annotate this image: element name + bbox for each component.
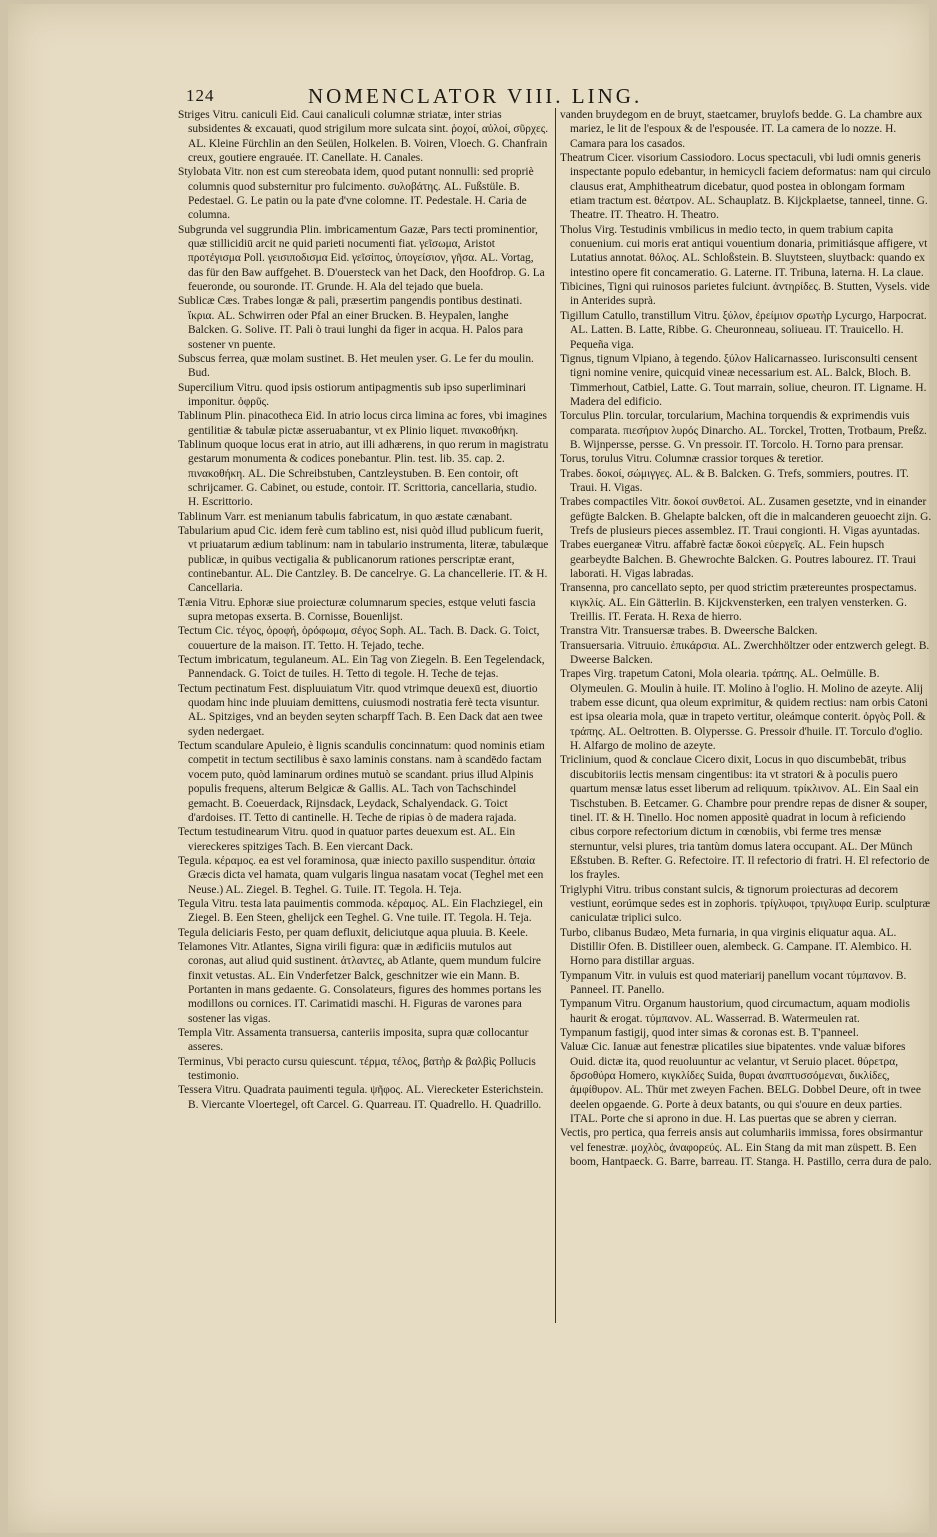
- dictionary-entry: Trabes. δοκοί, σώμιγγες. AL. & B. Balcken. G. Trefs, sommiers, poutres. IT. Traui. H. Vigas.: [560, 467, 909, 494]
- running-title: NOMENCLATOR VIII. LING.: [308, 84, 643, 108]
- dictionary-entry: Subscus ferrea, quæ molam sustinet. B. Het meulen yser. G. Le fer du moulin. Bud.: [178, 352, 534, 380]
- dictionary-entry: Subgrunda vel suggrundia Plin. imbricamentum Gazæ, Pars tecti prominentior, quæ stillicidiū arcit ne quid parieti nocumenti fiat. γεῖσωμα, Aristot προτέγισμα Poll. γεισιποδισμα Eid. γεῖσίπος, ὑπογείσιον, γῆσα. AL. Vortag, das für den Baw auffgehet. B. D'ouersteck van het Dack, den Hoofdrop. G. La feueronde, ou souronde. IT. Grunde. H. Ala del tejado que buela.: [178, 223, 545, 294]
- dictionary-entry: Tegula. κέραμος. ea est vel foraminosa, quæ iniecto paxillo suspenditur. ὀπαία Græcis dicta vel hamata, quam vulgaris lingua nasatam vocat (Teghel met een Neuse.) AL. Ziegel. B. Teghel. G. Tuile. IT. Tegola. H. Teja.: [178, 854, 544, 896]
- dictionary-entry: Supercilium Vitru. quod ipsis ostiorum antipagmentis sub ipso superliminari imponitur. ὀφρῦς.: [178, 381, 527, 408]
- dictionary-entry: Tabularium apud Cic. idem ferè cum tablino est, nisi quòd illud publicum fuerit, vt priuatarum ædium tablinum: nam in tabulario instrumenta, literæ, tabulæque publicæ, in quibus vectigalia & publicanorum rationes perscriptæ erant, continebantur. AL. Die Cantzley. B. De cancelrye. G. La chancellerie. IT. & H. Cancellaria.: [178, 524, 549, 595]
- dictionary-entry: vanden bruydegom en de bruyt, staetcamer, bruylofs bedde. G. La chambre aux mariez, le lit de l'espoux & de l'espousée. IT. La camera de lo nozze. H. Camara para los casados.: [560, 109, 923, 150]
- dictionary-entry: Vectis, pro pertica, qua ferreis ansis aut columhariis immissa, fores obsirmantur vel fenestræ. μοχλὸς, ἀναφορεύς. AL. Ein Stang da mit man züspett. B. Een boom, Hantpaeck. G. Barre, barreau. IT. Stanga. H. Pastillo, cerra dura de palo.: [560, 1127, 932, 1169]
- dictionary-entry: Tympanum Vitru. Organum haustorium, quod circumactum, aquam modiolis haurit & erogat. τύμπανον. AL. Wasserrad. B. Watermeulen rat.: [560, 998, 910, 1025]
- dictionary-entry: Tectum Cic. τέγος, ὀροφή, ὀρόφωμα, σέγος Soph. AL. Tach. B. Dack. G. Toict, couuerture de la maison. IT. Tetto. H. Tejado, teche.: [178, 625, 540, 652]
- dictionary-entry: Tablinum Plin. pinacotheca Eid. In atrio locus circa limina ac fores, vbi imagines gentilitiæ & tabulæ pictæ asseruabantur, vt ex Plinio liquet. πινακοθήκη.: [178, 410, 547, 437]
- dictionary-entry: Tablinum Varr. est menianum tabulis fabricatum, in quo æstate cænabant.: [178, 510, 513, 523]
- dictionary-entry: Tegula deliciaris Festo, per quam defluxit, deliciutque aqua pluuia. B. Keele.: [178, 926, 528, 939]
- dictionary-entry: Torculus Plin. torcular, torcularium, Machina torquendis & exprimendis vuis comparata. πιεσήριον λυρός Dinarcho. AL. Torckel, Trotten, Trotbaum, Preßz. B. Wijnpersse, persse. G. Vn pressoir. IT. Torcolo. H. Torno para prensar.: [560, 410, 927, 451]
- dictionary-entry: Terminus, Vbi peracto cursu quiescunt. τέρμα, τέλος, βατὴρ & βαλβὶς Pollucis testimonio.: [178, 1055, 536, 1083]
- dictionary-entry: Tessera Vitru. Quadrata pauimenti tegula. ψῆφος. AL. Vierecketer Esterichstein. B. Viercante Vloertegel, oft Carcel. G. Quarreau. IT. Quadrello. H. Quadrillo.: [178, 1084, 544, 1111]
- dictionary-entry: Torus, torulus Vitru. Columnæ crassior torques & teretior.: [560, 453, 824, 466]
- dictionary-entry: Striges Vitru. caniculi Eid. Caui canaliculi columnæ striatæ, inter strias subsidentes & excauati, quod strigilum more sulcata sint. ῥοχοί, αὐλοί, σῦρχες. AL. Kleine Fürchlin an den Seülen, Holkelen. B. Voiren, Vloech. G. Chanfrain creux, goutiere engrauée. IT. Canellate. H. Canales.: [178, 109, 549, 165]
- dictionary-entry: Triclinium, quod & conclaue Cicero dixit, Locus in quo discumbebāt, tribus discubitoriis lectis mensam cingentibus: ita vt stratori & à poculis puero quartum mensæ latus esset liberum ad reliquum. τρίκλινον. AL. Ein Saal ein Tischstuben. B. Eetcamer. G. Chambre pour prendre repas de disner & souper, tinel. IT. & H. Tinello. Hoc nomen appositè quadrat in locum à reficiendo cibus corpore refectorium dictum in cœnobiis, vbi ferme tres mensæ sternuntur, velsi plures, tria tantùm domus latera occupant. AL. Der Münch Eßstuben. B. Refter. G. Refectoire. IT. Il refectorio di fratri. H. El refectorio de los frayles.: [560, 754, 930, 882]
- right-column: [560, 108, 932, 1169]
- dictionary-entry: Tignus, tignum Vlpiano, à tegendo. ξύλον Halicarnasseo. Iurisconsulti censent tigni nomine venire, quicquid vineæ necessarium est. AL. Balck, Bloch. B. Timmerhout, Catbiel, Latte. G. Tout marrain, soliue, cheuron. IT. Ligname. H. Madera del edificio.: [560, 352, 927, 408]
- dictionary-entry: Trabes euerganeæ Vitru. affabrè factæ δοκοὶ εὐεργεῖς. AL. Fein hupsch gearbeydte Balchen. B. Ghewrochte Balcken. G. Poutres labourez. IT. Traui laborati. H. Vigas labradas.: [560, 539, 917, 580]
- dictionary-entry: Sublicæ Cæs. Trabes longæ & pali, præsertim pangendis pontibus destinati. ἴκρια. AL. Schwirren oder Pfal an einer Brucken. B. Heypalen, langhe Balcken. G. Solive. IT. Pali ò traui lunghi da figer in acqua. H. Palos para sostener vn puente.: [178, 295, 524, 351]
- dictionary-entry: Tympanum Vitr. in vuluis est quod materiarij panellum vocant τύμπανον. B. Panneel. IT. Panello.: [560, 969, 907, 996]
- dictionary-entry: Tegula Vitru. testa lata pauimentis commoda. κέραμος. AL. Ein Flachziegel, ein Ziegel. B. Een Steen, ghelijck een Teghel. G. Vne tuile. IT. Tegola. H. Teja.: [178, 897, 543, 925]
- dictionary-entry: Triglyphi Vitru. tribus constant sulcis, & tignorum proiecturas ad decorem vestiunt, eorúmque sedes est in zophoris. τρίγλυφοι, τριγλυφα Eurip. sculpturæ caniculatæ triplici sulco.: [560, 883, 931, 925]
- dictionary-entry: Tectum scandulare Apuleio, è lignis scandulis concinnatum: quod nominis etiam competit in tectum sectilibus è saxo laminis constans. nam à scandēdo factam vocem puto, quòd laminarum ordines mutuò se scandant. prius illud Alpinis populis frequens, alterum Belgicæ & Gallis. AL. Tach von Tachschindel gemacht. B. Coeuerdack, Rijnsdack, Leydack, Schalyendack. G. Toict d'ardoises. IT. Tetto di cantinelle. H. Teche de ripias ò de madera rajada.: [178, 740, 545, 824]
- dictionary-entry: Tibicines, Tigni qui ruinosos parietes fulciunt. ἀντηρίδες. B. Stutten, Vysels. vide in Anterides suprà.: [560, 281, 930, 308]
- dictionary-entry: Tholus Virg. Testudinis vmbilicus in medio tecto, in quem trabium capita conuenium. cui moris erat antiqui vouentium donaria, primitiásque affigere, vt Lutatius annotat. θόλος. AL. Schloßstein. B. Sluytsteen, sluytback: quando ex intestino opere fit concameratio. G. Laterne. IT. Tribuna, laterna. H. La claue.: [560, 223, 928, 279]
- dictionary-entry: Turbo, clibanus Budæo, Meta furnaria, in qua virginis eliquatur aqua. AL. Distillir Ofen. B. Distilleer ouen, alembeck. G. Campane. IT. Alembico. H. Horno para distillar arguas.: [560, 926, 912, 968]
- column-divider: [555, 108, 556, 1323]
- dictionary-entry: Transuersaria. Vitruuio. ἐπικάρσια. AL. Zwerchhöltzer oder entzwerch gelegt. B. Dweerse Balcken.: [560, 639, 930, 667]
- dictionary-entry: Tectum imbricatum, tegulaneum. AL. Ein Tag von Ziegeln. B. Een Tegelendack, Pannendack. G. Toict de tuiles. H. Tetto di tegole. H. Teche de tejas.: [178, 654, 545, 681]
- dictionary-entry: Transenna, pro cancellato septo, per quod strictim prætereuntes prospectamus. κιγκλίς. AL. Ein Gätterlin. B. Kijckvensterken, een tralyen vensterken. G. Treillis. IT. Ferata. H. Rexa de hierro.: [560, 582, 917, 624]
- dictionary-entry: Tympanum fastigij, quod inter simas & coronas est. B. T'panneel.: [560, 1027, 859, 1039]
- dictionary-entry: Valuæ Cic. Ianuæ aut fenestræ plicatiles siue bipatentes. vnde valuæ bifores Ouid. dictæ ita, quod reuoluuntur ac velantur, vt Seruio placet. θύρετρα, δρσοθύρα Homero, κιγκλίδες Suida, θυραι ἀναπτυσσόμεναι, δικλίδες, ἀμφίθυρον. AL. Thür met zweyen Fachen. BELG. Dobbel Deure, oft in twee deelen opgaende. G. Porte à deux batants, ou qui s'ouure en deux parties. ITAL. Porte che si aprono in due. H. Las puertas que se abren y cierran.: [560, 1041, 921, 1126]
- dictionary-entry: Tectum pectinatum Fest. displuuiatum Vitr. quod vtrimque deuexū est, diuortio quodam hinc inde pluuiam demittens, cuiusmodi nostratia ferè tecta visuntur. AL. Spitziges, vnd an beyden seyten scharpff Tach. B. Een Dack dat aen twee syden nedergaet.: [178, 682, 543, 738]
- dictionary-entry: Tectum testudinearum Vitru. quod in quatuor partes deuexum est. AL. Ein viereckeres spitziges Tach. B. Een viercant Dack.: [178, 826, 516, 853]
- dictionary-entry: Transtra Vitr. Transuersæ trabes. B. Dweersche Balcken.: [560, 625, 818, 638]
- dictionary-entry: Stylobata Vitr. non est cum stereobata idem, quod putant nonnulli: sed propriè columnis quod substernitur pro fulcimento. συλοβάτης. AL. Fußstüle. B. Pedestael. G. Le patin ou la pate d'vne colomne. IT. Pedestale. H. Caria de columna.: [178, 166, 534, 222]
- dictionary-entry: Trabes compactiles Vitr. δοκοί συνθετοί. AL. Zusamen gesetzte, vnd in einander gefügte Balcken. B. Ghelapte balcken, oft die in malcanderen geuoecht zijn. G. Trefs de plusieurs pieces assemblez. IT. Traui congionti. H. Vigas ayuntadas.: [560, 496, 932, 537]
- left-column: [178, 108, 550, 1112]
- page-number: 124: [186, 86, 215, 105]
- dictionary-entry: Tigillum Catullo, transtillum Vitru. ξύλον, ἐρείμιον σρωτὴρ Lycurgo, Harpocrat. AL. Latten. B. Latte, Ribbe. G. Cheuronneau, soliueau. IT. Trauicello. H. Pequeña viga.: [560, 309, 927, 351]
- dictionary-entry: Theatrum Cicer. visorium Cassiodoro. Locus spectaculi, vbi ludi omnis generis inspectante populo edebantur, in hemicycli faciem deformatus: nam qui circulo clausus erat, Amphitheatrum dicebatur, quod postea in oblongam formam etiam tractum est. θέατρον. AL. Schauplatz. B. Kijckplaetse, tanneel, tinne. G. Theatre. IT. Theatro. H. Theatro.: [560, 152, 931, 222]
- dictionary-entry: Tænia Vitru. Ephoræ siue proiecturæ columnarum species, estque veluti fascia supra metopas exserta. B. Cornisse, Bouenlijst.: [178, 596, 536, 624]
- dictionary-entry: Tablinum quoque locus erat in atrio, aut illi adhærens, in quo rerum in magistratu gestarum monumenta & codices ponebantur. Plin. test. lib. 35. cap. 2. πινακοθήκη. AL. Die Schreibstuben, Cantzleystuben. B. Een contoir, oft schrijcamer. G. Cabinet, ou estude, contoir. IT. Scrittoria, cancellaria, studio. H. Escrittorio.: [178, 438, 549, 509]
- dictionary-entry: Telamones Vitr. Atlantes, Signa virili figura: quæ in ædificiis mutulos aut coronas, aut aliud quid sustinent. ἀτλαντες, ab Atlante, quem mundum fulcire finxit vetustas. AL. Ein Vnderfetzer Balck, geschnitzer wie ein Mann. B. Portanten in mans gedaente. G. Consolateurs, figures des hommes portans les modillons ou cornices. IT. Carimatidi maschi. H. Figuras de varones para sostener las vigas.: [178, 940, 542, 1025]
- dictionary-entry: Trapes Virg. trapetum Catoni, Mola olearia. τράπης. AL. Oelmülle. B. Olymeulen. G. Moulin à huile. IT. Molino à l'oglio. H. Molino de azeyte. Alij trabem esse dicunt, qua oleum exprimitur, & quidem rectius: nam orbis Catoni est ipsa olearia mola, quæ in trapeto vertitur, oleámque conterit. ὀργὸς Poll. & τράπης. AL. Oeltrotten. B. Olypersse. G. Pressoir d'huile. IT. Torculo d'oglio. H. Alfargo de molino de azeyte.: [560, 668, 928, 753]
- dictionary-entry: Templa Vitr. Assamenta transuersa, canteriis imposita, supra quæ collocantur asseres.: [178, 1027, 529, 1054]
